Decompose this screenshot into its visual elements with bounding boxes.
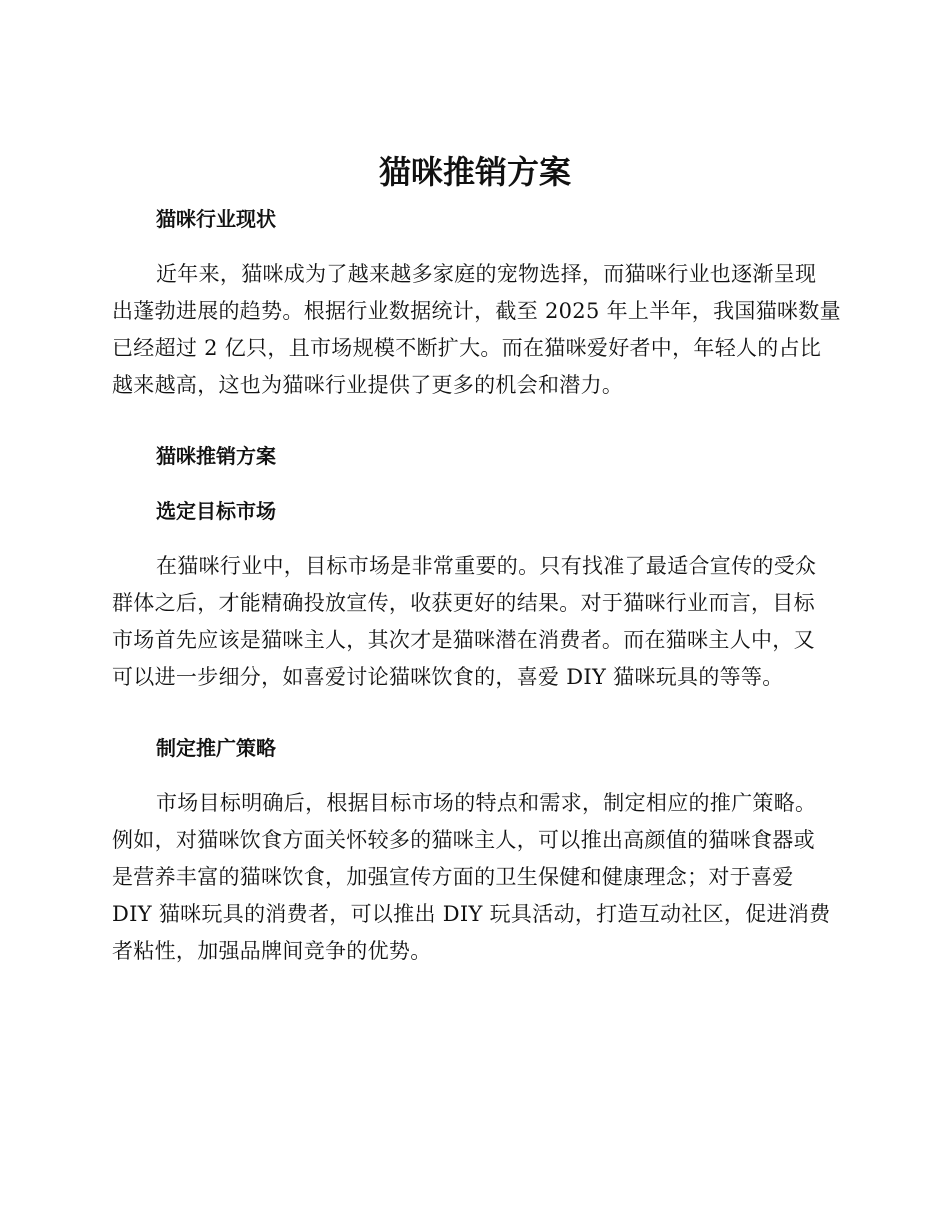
paragraph-line: 群体之后，才能精确投放宣传，收获更好的结果。对于猫咪行业而言，目标 <box>112 591 815 615</box>
paragraph-line: 近年来，猫咪成为了越来越多家庭的宠物选择，而猫咪行业也逐渐呈现 <box>156 262 817 286</box>
paragraph-line: 已经超过 2 亿只，且市场规模不断扩大。而在猫咪爱好者中，年轻人的占比 <box>112 336 822 360</box>
paragraph-line: 者粘性，加强品牌间竞争的优势。 <box>112 939 432 963</box>
paragraph-line: 市场目标明确后，根据目标市场的特点和需求，制定相应的推广策略。 <box>156 791 817 815</box>
paragraph-line: 是营养丰富的猫咪饮食，加强宣传方面的卫生保健和健康理念；对于喜爱 <box>112 865 794 889</box>
paragraph-industry-status <box>112 256 841 404</box>
paragraph-line: 市场首先应该是猫咪主人，其次才是猫咪潜在消费者。而在猫咪主人中，又 <box>112 628 815 652</box>
paragraph-line: 可以进一步细分，如喜爱讨论猫咪饮食的，喜爱 DIY 猫咪玩具的等等。 <box>112 665 784 689</box>
paragraph-promotion-strategy <box>112 785 838 970</box>
paragraph-line: 越来越高，这也为猫咪行业提供了更多的机会和潜力。 <box>112 373 624 397</box>
section-heading-target-market: 选定目标市场 <box>156 499 276 523</box>
paragraph-line: 在猫咪行业中，目标市场是非常重要的。只有找准了最适合宣传的受众 <box>156 554 817 578</box>
section-heading-industry-status: 猫咪行业现状 <box>156 207 276 231</box>
paragraph-line: 例如，对猫咪饮食方面关怀较多的猫咪主人，可以推出高颜值的猫咪食器或 <box>112 828 815 852</box>
paragraph-line: DIY 猫咪玩具的消费者，可以推出 DIY 玩具活动，打造互动社区，促进消费 <box>112 902 831 926</box>
document-title: 猫咪推销方案 <box>378 153 571 191</box>
paragraph-target-market <box>112 548 838 696</box>
section-heading-sales-plan: 猫咪推销方案 <box>156 444 276 468</box>
paragraph-line: 出蓬勃进展的趋势。根据行业数据统计，截至 2025 年上半年，我国猫咪数量 <box>112 299 841 323</box>
section-heading-promotion-strategy: 制定推广策略 <box>156 736 276 760</box>
